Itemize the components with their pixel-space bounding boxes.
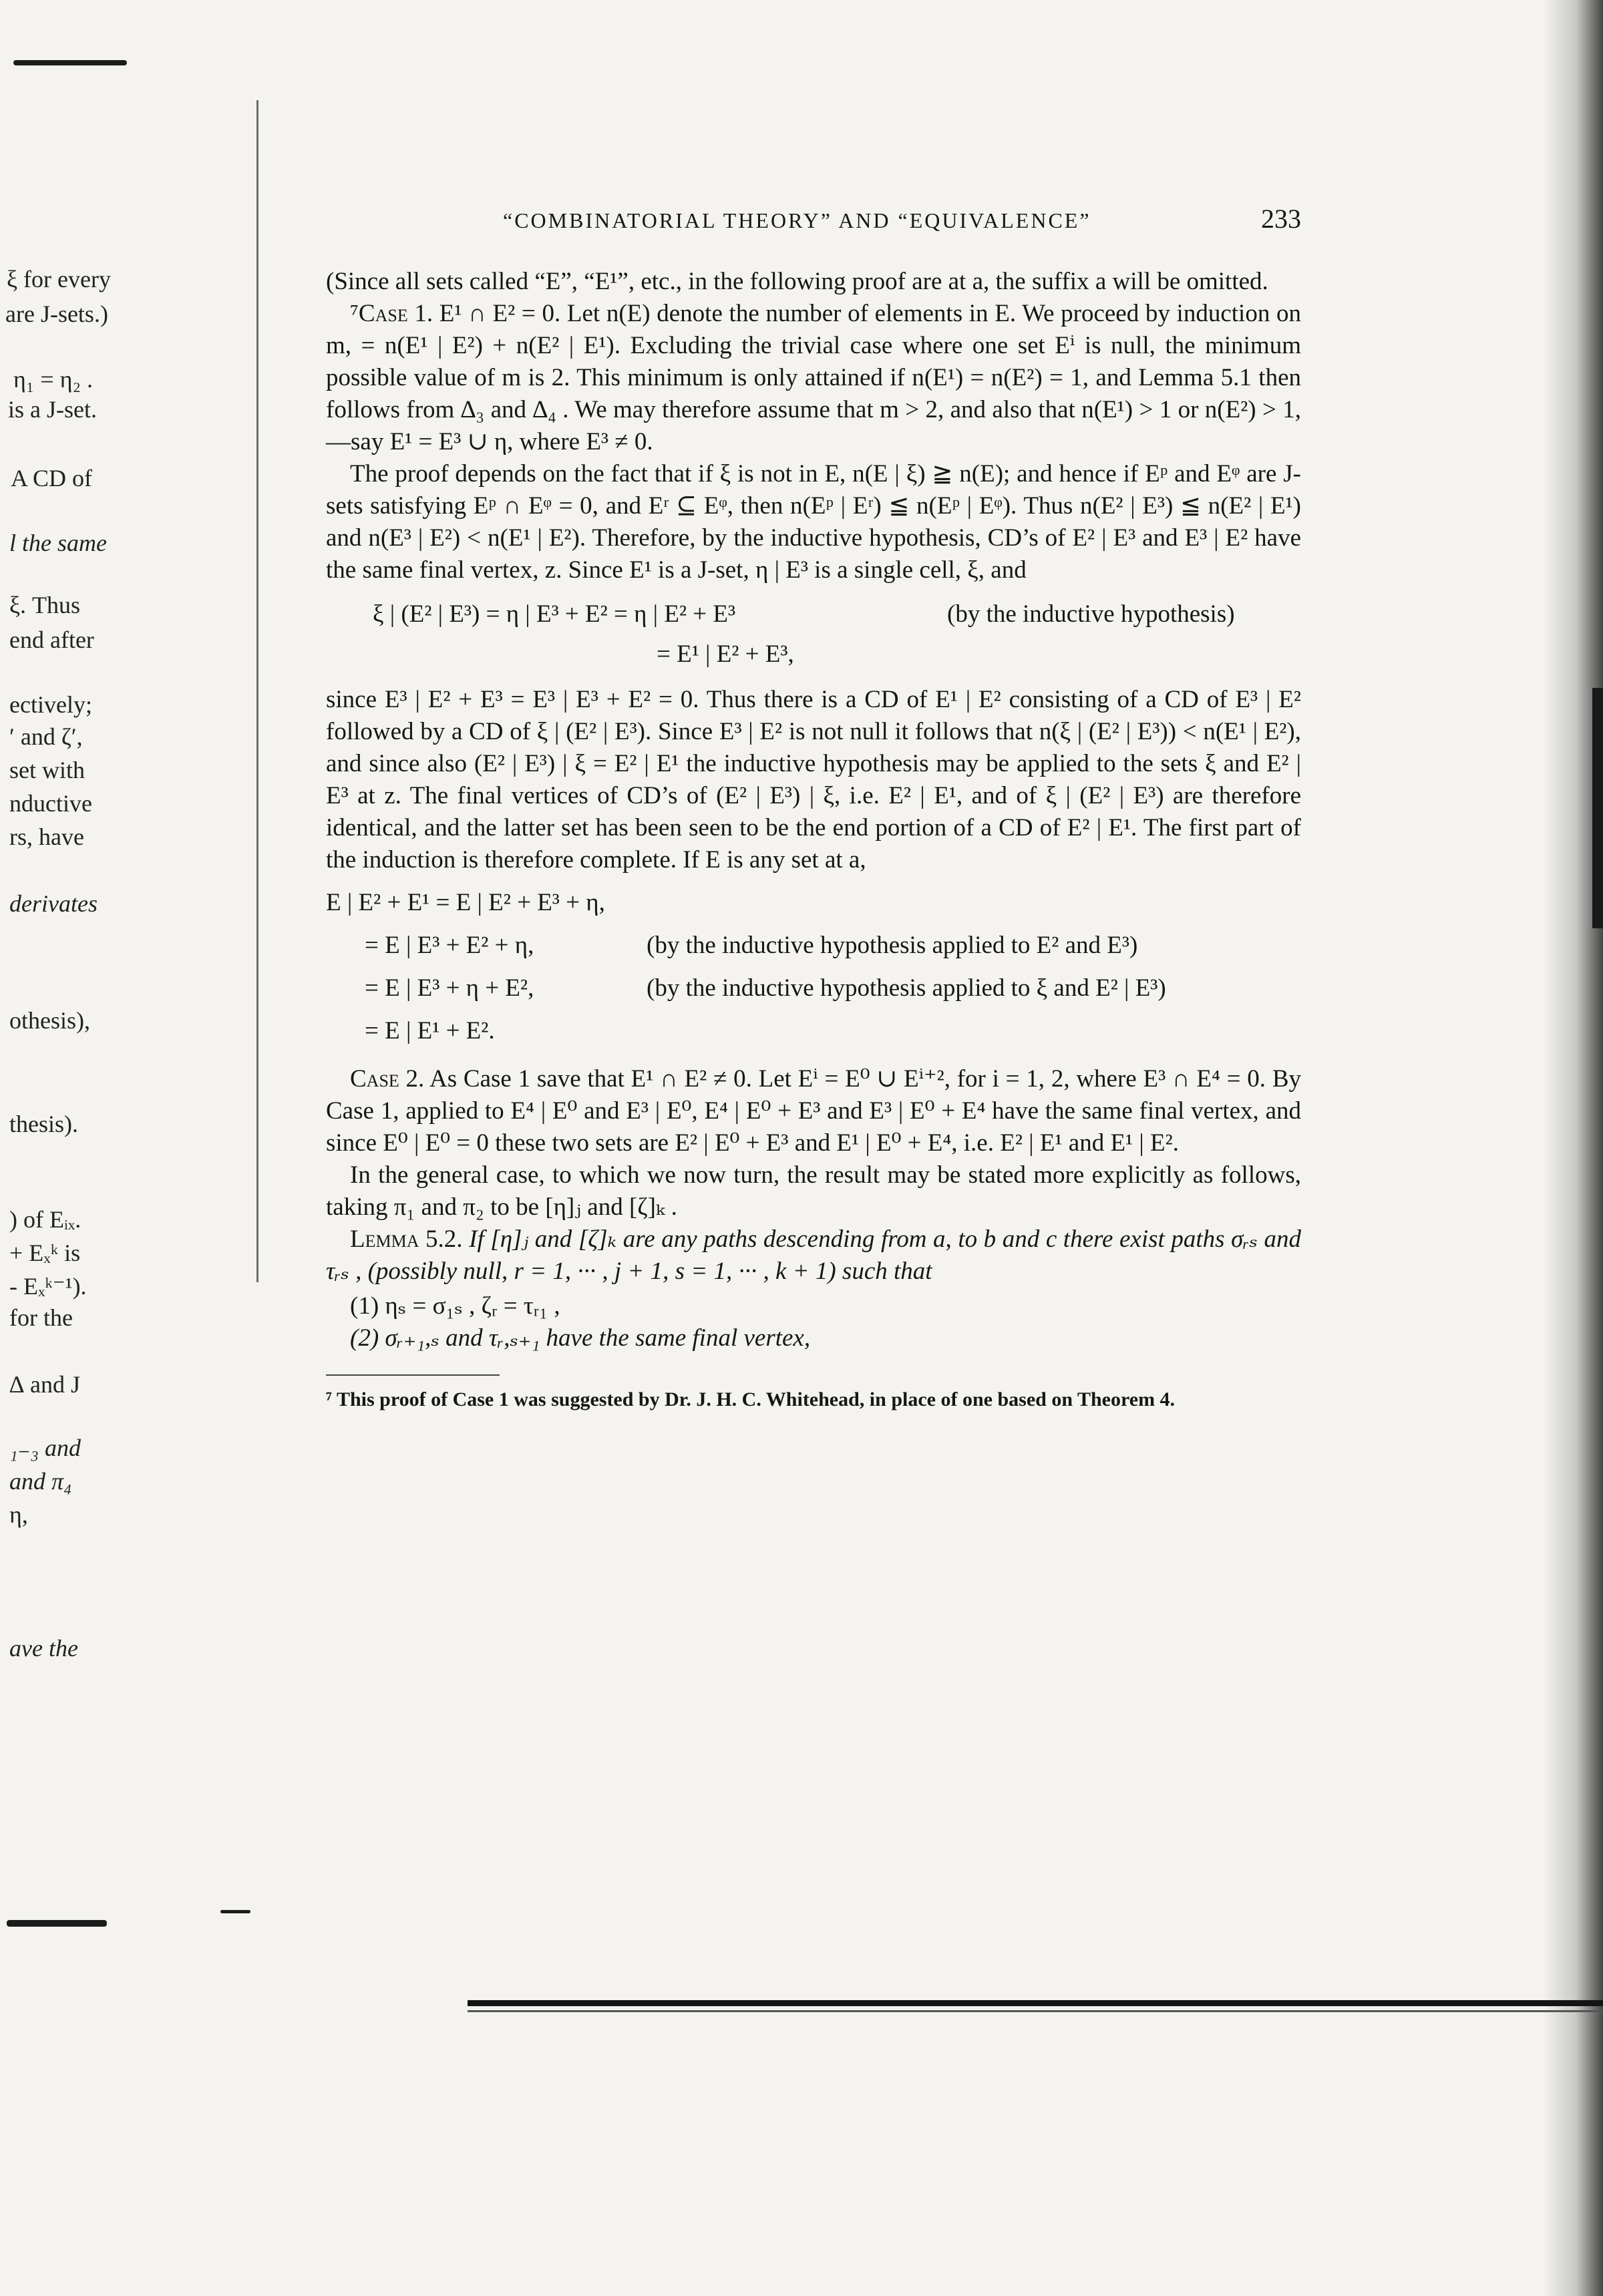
fragment-line: rs, have xyxy=(9,823,84,850)
fragment-line: end after xyxy=(9,626,94,653)
facing-page-fragments xyxy=(0,0,200,2296)
case1-paragraph-3: since E³ | E² + E³ = E³ | E³ + E² = 0. Thus there is a CD of E¹ | E² consisting of a CD of E³ | E² followed by a CD of ξ | (E² | E³). Since E³ | E² is not null it follows that n(ξ | (E² | E³)) < n(E¹ | E²), and since also (E² | E³) | ξ = E² | E¹ the inductive hypothesis may be applied to the sets ξ and E² | E³ at z. The final vertices of CD’s of (E² | E³) | ξ, i.e. E² | E¹, and of ξ | (E² | E³) are therefore identical, and the latter set has been seen to be the end portion of a CD of E² | E¹. The first part of the induction is therefore complete. If E is any set at a, xyxy=(326,686,1301,874)
fragment-line: thesis). xyxy=(9,1111,78,1137)
equation-1-note: (by the inductive hypothesis) xyxy=(947,600,1235,628)
bottom-rule-thin xyxy=(468,2010,1603,2012)
page-edge-shadow xyxy=(1543,0,1603,2296)
fragment-line: and π₄ xyxy=(9,1468,72,1495)
general-case-paragraph: In the general case, to which we now turn, the result may be stated more explicitly as follows, taking π₁ and π₂ to be [η]ⱼ and [ζ]ₖ . xyxy=(326,1161,1301,1221)
fragment-line: η, xyxy=(9,1501,28,1528)
fragment-line: η₁ = η₂ . xyxy=(13,366,94,393)
page-number: 233 xyxy=(1261,204,1301,234)
equation-2-note: (by the inductive hypothesis applied to ξ and E² | E³) xyxy=(647,974,1166,1002)
intro-paragraph: (Since all sets called “E”, “E¹”, etc., in the following proof are at a, the suffix a will be omitted. xyxy=(326,268,1268,295)
gutter-rule xyxy=(256,100,258,1282)
equation-1-continuation xyxy=(326,634,1301,675)
fragment-line: A CD of xyxy=(11,465,93,492)
fragment-line: ectively; xyxy=(9,691,92,718)
fragment-line: l the same xyxy=(9,530,107,556)
fragment-line: for the xyxy=(9,1304,73,1331)
page-header xyxy=(326,200,1301,240)
case2-paragraph xyxy=(326,1063,1301,1159)
fragment-line: nductive xyxy=(9,790,92,817)
lemma-paragraph xyxy=(326,1223,1301,1288)
case1-paragraph xyxy=(326,298,1301,458)
fragment-line: + Eₓᵏ is xyxy=(9,1239,81,1266)
fragment-line: is a J-set. xyxy=(8,396,97,423)
footnote: ⁷ This proof of Case 1 was suggested by Dr. J. H. C. Whitehead, in place of one based on Theorem 4. xyxy=(326,1388,1176,1410)
fragment-line: ′ and ζ′, xyxy=(9,723,83,750)
fragment-line: ∆ and J xyxy=(9,1371,81,1398)
equation-2-line-4 xyxy=(326,1011,1301,1054)
lemma-item-2-text: (2) σᵣ₊₁,ₛ and τᵣ,ₛ₊₁ have the same final vertex, xyxy=(350,1324,811,1352)
case1-paragraph-2: The proof depends on the fact that if ξ is not in E, n(E | ξ) ≧ n(E); and hence if Eᵖ and Eᵠ are J-sets satisfying Eᵖ ∩ Eᵠ = 0, and Eʳ ⊆ Eᵠ, then n(Eᵖ | Eʳ) ≦ n(Eᵖ | Eᵠ). Thus n(E² | E³) ≦ n(E² | E¹) and n(E³ | E²) < n(E¹ | E²). Therefore, by the inductive hypothesis, CD’s of E² | E³ and E³ | E² have the same final vertex, z. Since E¹ is a J-set, η | E³ is a single cell, ξ, and xyxy=(326,460,1301,584)
fragment-line: set with xyxy=(9,757,85,783)
equation-2-note: (by the inductive hypothesis applied to E² and E³) xyxy=(647,932,1138,959)
equation-1 xyxy=(326,594,1301,634)
fragment-line: - Eₓᵏ⁻¹). xyxy=(9,1273,87,1300)
page-edge-bar xyxy=(1592,688,1603,928)
case2-label: Case 2. xyxy=(350,1065,425,1093)
equation-2-text: = E | E¹ + E². xyxy=(365,1017,495,1044)
equation-2-text: = E | E³ + E² + η, xyxy=(365,932,534,959)
lemma-text: If [η]ⱼ and [ζ]ₖ are any paths descending from a, to b and c there exist paths σᵣₛ and τᵣₛ , (possibly null, r = 1, ··· , j + 1, s = 1, ··· , k + 1) such that xyxy=(326,1225,1302,1285)
fragment-line: derivates xyxy=(9,890,98,917)
fragment-line: are J-sets.) xyxy=(5,301,108,327)
equation-2-line-3 xyxy=(326,968,1301,1011)
equation-1-lhs: ξ | (E² | E³) = η | E³ + E² = η | E² + E³ xyxy=(373,600,736,628)
equation-2-text: E | E² + E¹ = E | E² + E³ + η, xyxy=(326,889,605,916)
lemma-item-2 xyxy=(326,1322,1301,1354)
case1-label: ⁷Case 1. xyxy=(350,300,433,327)
fragment-line: ) of Eᵢₓ. xyxy=(9,1206,81,1233)
fragment-line: ave the xyxy=(9,1635,78,1662)
fragment-line: ξ for every xyxy=(7,266,111,293)
equation-2-line-1 xyxy=(326,883,1301,926)
case2-text: As Case 1 save that E¹ ∩ E² ≠ 0. Let Eⁱ = E⁰ ∪ Eⁱ⁺², for i = 1, 2, where E³ ∩ E⁴ = 0. By Case 1, applied to E⁴ | E⁰ and E³ | E⁰, E⁴ | E⁰ + E³ and E³ | E⁰ + E⁴ have the same final vertex, and since E⁰ | E⁰ = 0 these two sets are E² | E⁰ + E³ and E¹ | E⁰ + E⁴, i.e. E² | E¹ and E¹ | E². xyxy=(326,1065,1302,1157)
scan-mark-bottom-mid xyxy=(220,1910,250,1913)
equation-2-line-2 xyxy=(326,926,1301,968)
fragment-line: othesis), xyxy=(9,1007,90,1034)
lemma-label: Lemma 5.2. xyxy=(350,1225,463,1253)
fragment-line: ξ. Thus xyxy=(9,592,81,618)
fragment-line: ₁₋₃ and xyxy=(9,1434,81,1461)
bottom-rule xyxy=(468,2000,1603,2006)
equation-1-cont: = E¹ | E² + E³, xyxy=(657,640,794,668)
footnote-rule xyxy=(326,1374,500,1376)
page-body xyxy=(326,200,1301,1413)
lemma-item-1: (1) ηₛ = σ₁ₛ , ζᵣ = τᵣ₁ , xyxy=(350,1292,560,1320)
case1-text: E¹ ∩ E² = 0. Let n(E) denote the number of elements in E. We proceed by induction on m, = n(E¹ | E²) + n(E² | E¹). Excluding the trivial case where one set Eⁱ is null, the minimum possible value of m is 2. This minimum is only attained if n(E¹) = n(E²) = 1, and Lemma 5.1 then follows from ∆₃ and ∆₄ . We may therefore assume that m > 2, and also that n(E¹) > 1 or n(E²) > 1, —say E¹ = E³ ∪ η, where E³ ≠ 0. xyxy=(326,300,1301,455)
running-head: “COMBINATORIAL THEORY” AND “EQUIVALENCE” xyxy=(503,208,1091,232)
equation-2-text: = E | E³ + η + E², xyxy=(365,974,534,1002)
